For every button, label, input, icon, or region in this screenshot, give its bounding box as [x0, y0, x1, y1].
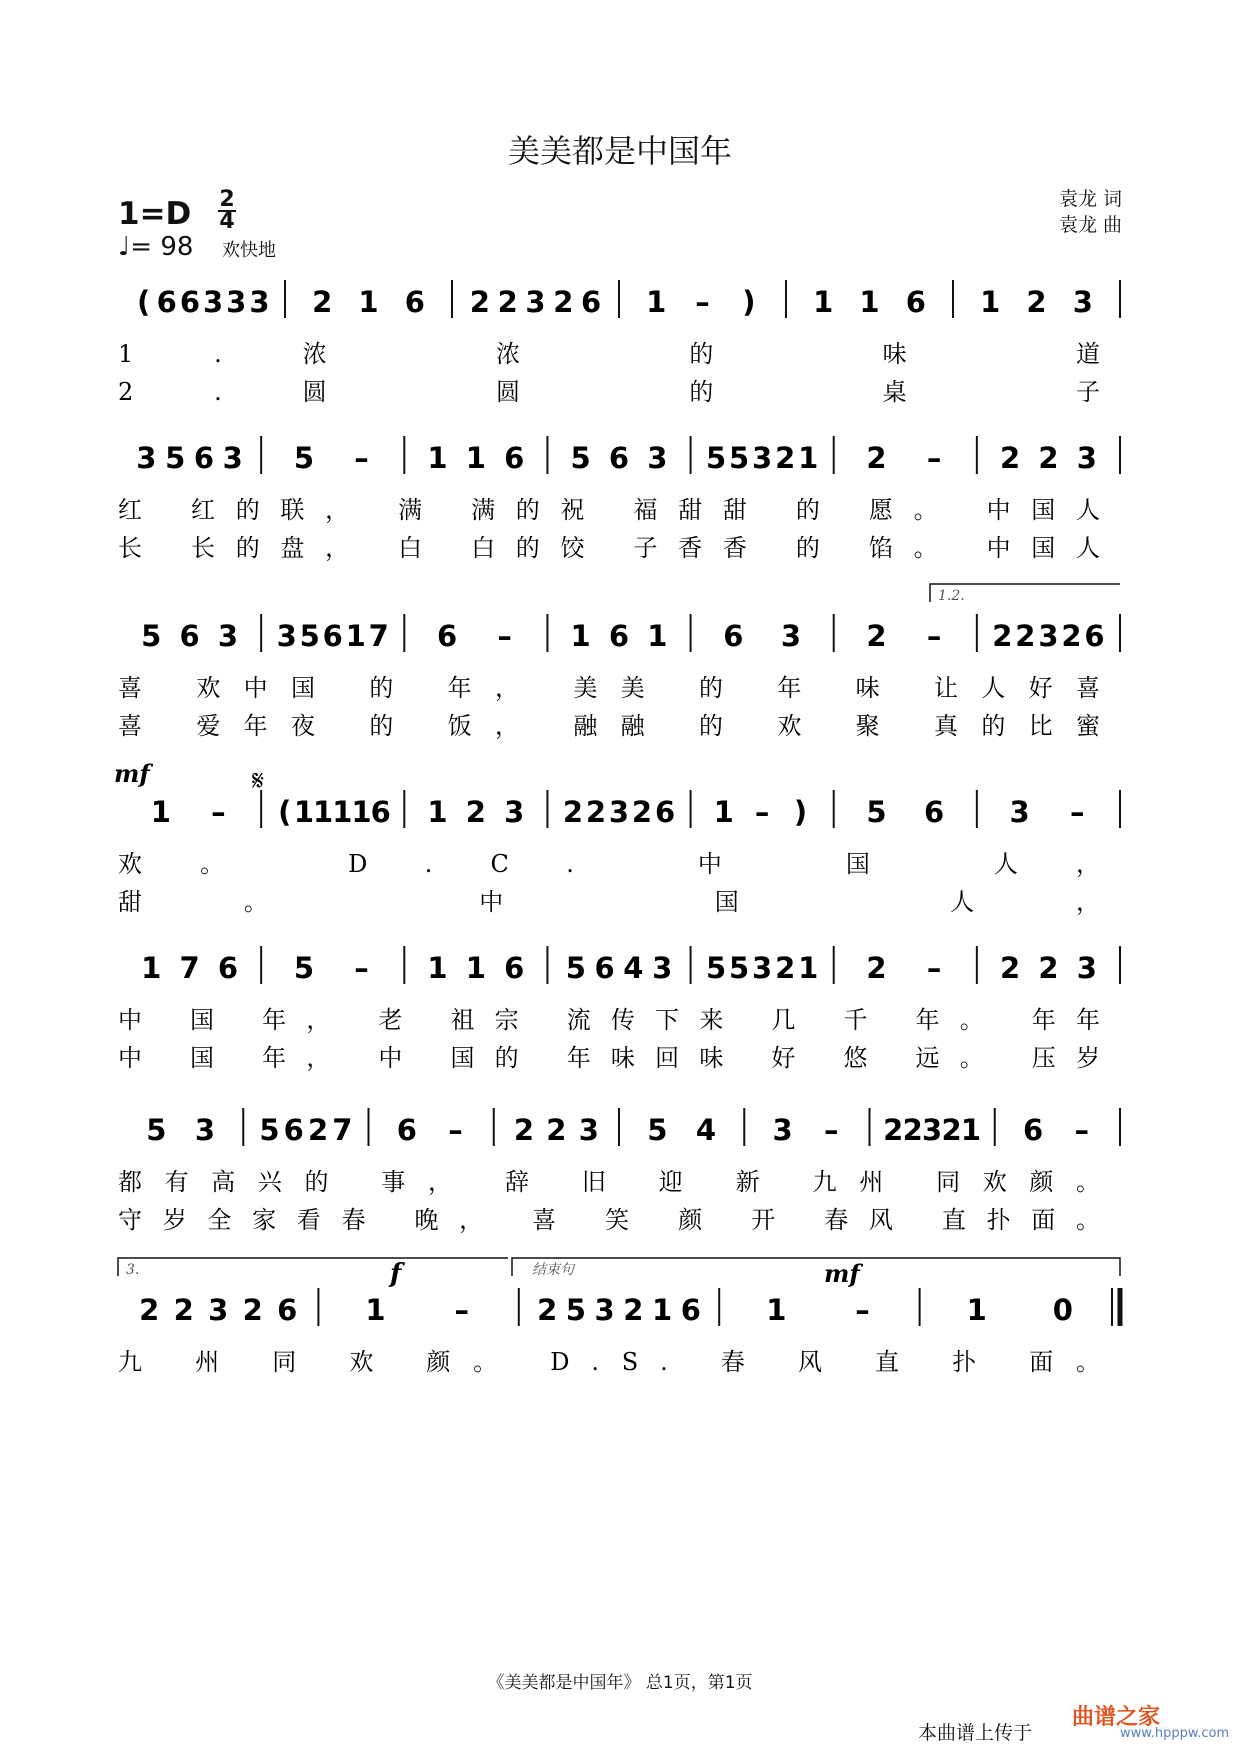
note: 1: [465, 951, 486, 985]
note: 3: [202, 285, 224, 319]
note: –: [695, 285, 710, 319]
note: 2: [469, 285, 490, 319]
note: 3: [647, 441, 668, 475]
note: 6: [179, 285, 201, 319]
note: 3: [276, 619, 297, 653]
note: 4: [695, 1113, 717, 1147]
note: –: [211, 795, 226, 829]
note: 3: [1076, 441, 1097, 475]
note: –: [354, 441, 369, 475]
volta-number: 1.2.: [938, 588, 965, 604]
note: 1: [332, 795, 353, 829]
note: 2: [139, 1293, 160, 1327]
note: 2: [623, 1293, 644, 1327]
note: 3: [208, 1293, 229, 1327]
note: 5: [293, 441, 315, 475]
note: 6: [193, 441, 215, 475]
note: 5: [729, 441, 750, 475]
note: 1: [358, 285, 379, 319]
ending-bracket: [512, 1258, 1120, 1276]
lyric-line: 九 州 同 欢 颜。 D.S. 春 风 直 扑 面。: [118, 1348, 1100, 1376]
note: 3: [578, 1113, 599, 1147]
note: 1: [713, 795, 734, 829]
note: 2: [562, 795, 584, 829]
note: 1: [141, 951, 162, 985]
note: 3: [922, 1113, 943, 1147]
lyric-line: 喜 欢中国 的 年， 美美 的 年 味 让人好喜: [118, 674, 1101, 702]
dynamic-mark: mf: [114, 759, 150, 788]
note: 2: [307, 1113, 329, 1147]
note: 6: [905, 285, 926, 319]
note: 5: [570, 441, 591, 475]
note: 2: [546, 1113, 567, 1147]
note: 6: [436, 619, 458, 653]
lyric-line: 都有高兴的 事， 辞 旧 迎 新 九州 同欢颜。: [118, 1168, 1100, 1196]
note: 1: [427, 951, 448, 985]
lyric-line: 中 国 年， 老 祖宗 流传下来 几 千 年。 年年: [118, 1006, 1101, 1034]
note: 1: [859, 285, 880, 319]
note: 6: [277, 1293, 298, 1327]
lyric-line: 1.浓 浓 的 味 道: [118, 340, 1100, 368]
note: 3: [772, 1113, 793, 1147]
note: 1: [798, 441, 819, 475]
note: 1: [293, 795, 315, 829]
note: 6: [156, 285, 177, 319]
note: 3: [1072, 285, 1093, 319]
note: –: [1069, 795, 1085, 829]
note: 7: [332, 1113, 353, 1147]
note: –: [754, 795, 770, 829]
note: 6: [608, 619, 630, 653]
note: 1: [966, 1293, 987, 1327]
note: 6: [1022, 1113, 1044, 1147]
note: 3: [608, 795, 630, 829]
note: 3: [249, 285, 270, 319]
note: –: [454, 1293, 469, 1327]
note: 2: [312, 285, 333, 319]
note: 6: [370, 795, 391, 829]
note: 5: [299, 619, 320, 653]
note: –: [497, 619, 512, 653]
note: 2: [497, 285, 518, 319]
note: 2: [941, 1113, 962, 1147]
note: (: [136, 285, 151, 319]
lyricist: 袁龙 词: [1058, 188, 1122, 210]
note: 2: [585, 795, 607, 829]
note: 6: [594, 951, 615, 985]
segno-sign: 𝄋: [252, 764, 265, 797]
note: –: [354, 951, 369, 985]
note: –: [926, 619, 942, 653]
note: 6: [322, 619, 343, 653]
composer: 袁龙 曲: [1058, 214, 1122, 236]
note: 3: [752, 441, 773, 475]
note: 3: [652, 951, 673, 985]
lyric-line: 欢。 D.C. 中 国 人，: [118, 850, 1100, 878]
note: 1: [150, 795, 171, 829]
note: 1: [646, 285, 667, 319]
note: 2: [999, 441, 1021, 475]
note: 1: [365, 1293, 386, 1327]
note: 2: [775, 441, 796, 475]
note: 1: [980, 285, 1001, 319]
note: 7: [179, 951, 200, 985]
site-logo: 曲谱之家: [1072, 1705, 1161, 1730]
page-footer: 《美美都是中国年》 总1页，第1页: [487, 1673, 753, 1693]
time-sig-top: 2: [219, 187, 235, 212]
site-url: www.hpppw.com: [1120, 1726, 1230, 1741]
note: 4: [623, 951, 644, 985]
dynamic-mark: f: [390, 1259, 402, 1289]
tempo-marking: ♩= 98: [118, 232, 194, 262]
lyric-line: 守岁全家看春 晚， 喜 笑 颜 开 春风 直扑面。: [118, 1206, 1100, 1234]
note: 6: [1084, 619, 1105, 653]
note: 2: [775, 951, 796, 985]
note: 3: [1038, 619, 1059, 653]
note: 6: [504, 951, 525, 985]
note: 3: [780, 619, 802, 653]
note: 3: [752, 951, 773, 985]
tempo-description: 欢快地: [222, 240, 276, 261]
lyric-line: 甜。 中 国 人，: [118, 888, 1100, 916]
note: –: [823, 1113, 839, 1147]
lyric-line: 红 红的联， 满 满的祝 福甜甜 的 愿。 中国人: [118, 496, 1100, 524]
lyric-line: 2.圆 圆 的 桌 子: [118, 378, 1100, 406]
upload-note: 本曲谱上传于: [918, 1722, 1033, 1744]
note: 2: [242, 1293, 263, 1327]
note: –: [926, 951, 942, 985]
note: 2: [999, 951, 1021, 985]
note: 2: [513, 1113, 535, 1147]
note: 2: [173, 1293, 194, 1327]
note: 2: [883, 1113, 904, 1147]
note: 2: [866, 951, 887, 985]
note: 1: [652, 1293, 673, 1327]
note: 2: [866, 441, 887, 475]
note: 2: [631, 795, 653, 829]
note: (: [278, 795, 292, 829]
note: 3: [226, 285, 247, 319]
note: 3: [525, 285, 546, 319]
note: 6: [283, 1113, 304, 1147]
note: 5: [565, 951, 586, 985]
note: 1: [427, 795, 448, 829]
note: 6: [608, 441, 630, 475]
lyric-line: 中 国 年， 中 国的 年味回味 好 悠 远。 压岁: [118, 1044, 1101, 1072]
page-title: 美美都是中国年: [507, 132, 732, 170]
note: 3: [136, 441, 157, 475]
note: 3: [594, 1293, 615, 1327]
note: 5: [705, 441, 727, 475]
note: 6: [723, 619, 744, 653]
note: 3: [1076, 951, 1097, 985]
note: 1: [345, 619, 366, 653]
note: 5: [866, 795, 887, 829]
note: 2: [866, 619, 887, 653]
note: 1: [351, 795, 372, 829]
note: 6: [581, 285, 602, 319]
note: 5: [647, 1113, 668, 1147]
note: 6: [504, 441, 525, 475]
volta-bracket: [118, 1258, 508, 1276]
note: 5: [705, 951, 727, 985]
note: 5: [146, 1113, 167, 1147]
note: 3: [194, 1113, 216, 1147]
ending-label: 结束句: [532, 1262, 574, 1278]
note: 6: [923, 795, 945, 829]
note: 5: [565, 1293, 586, 1327]
note: 6: [680, 1293, 701, 1327]
note: 5: [293, 951, 315, 985]
lyric-line: 长 长的盘， 白 白的饺 子香香 的 馅。 中国人: [118, 534, 1100, 562]
note: 5: [141, 619, 162, 653]
note: 1: [813, 285, 834, 319]
note: 1: [647, 619, 668, 653]
note: 6: [396, 1113, 417, 1147]
note: –: [448, 1113, 463, 1147]
note: –: [1074, 1113, 1089, 1147]
note: 2: [537, 1293, 558, 1327]
time-sig-bottom: 4: [219, 209, 235, 234]
note: 2: [1026, 285, 1047, 319]
note: 2: [992, 619, 1013, 653]
volta-number: 3.: [126, 1262, 140, 1278]
note: 3: [1009, 795, 1030, 829]
note: 1: [465, 441, 486, 475]
note: 1: [960, 1113, 982, 1147]
note: 5: [729, 951, 750, 985]
note: 1: [570, 619, 591, 653]
note: 2: [902, 1113, 923, 1147]
note: ): [793, 795, 808, 829]
note: 1: [427, 441, 448, 475]
note: 6: [217, 951, 239, 985]
note: 1: [313, 795, 334, 829]
note: 5: [165, 441, 186, 475]
dynamic-mark: mf: [824, 1259, 860, 1288]
note: 2: [1038, 951, 1059, 985]
note: 6: [654, 795, 676, 829]
note: 3: [504, 795, 525, 829]
key-signature: 1=D: [118, 196, 192, 232]
note: 2: [1015, 619, 1036, 653]
lyric-line: 喜 爱年夜 的 饭， 融融 的 欢 聚 真的比蜜: [118, 712, 1101, 740]
note: 1: [798, 951, 819, 985]
note: 6: [179, 619, 200, 653]
note: 2: [1061, 619, 1082, 653]
note: 2: [553, 285, 574, 319]
note: 3: [217, 619, 239, 653]
note: 6: [404, 285, 425, 319]
note: –: [926, 441, 942, 475]
note: 1: [766, 1293, 787, 1327]
note: 2: [465, 795, 486, 829]
note: 2: [1038, 441, 1059, 475]
note: 3: [222, 441, 243, 475]
note: –: [855, 1293, 870, 1327]
note: 0: [1052, 1293, 1073, 1327]
note: 7: [368, 619, 389, 653]
note: 5: [259, 1113, 280, 1147]
note: ): [742, 285, 756, 319]
